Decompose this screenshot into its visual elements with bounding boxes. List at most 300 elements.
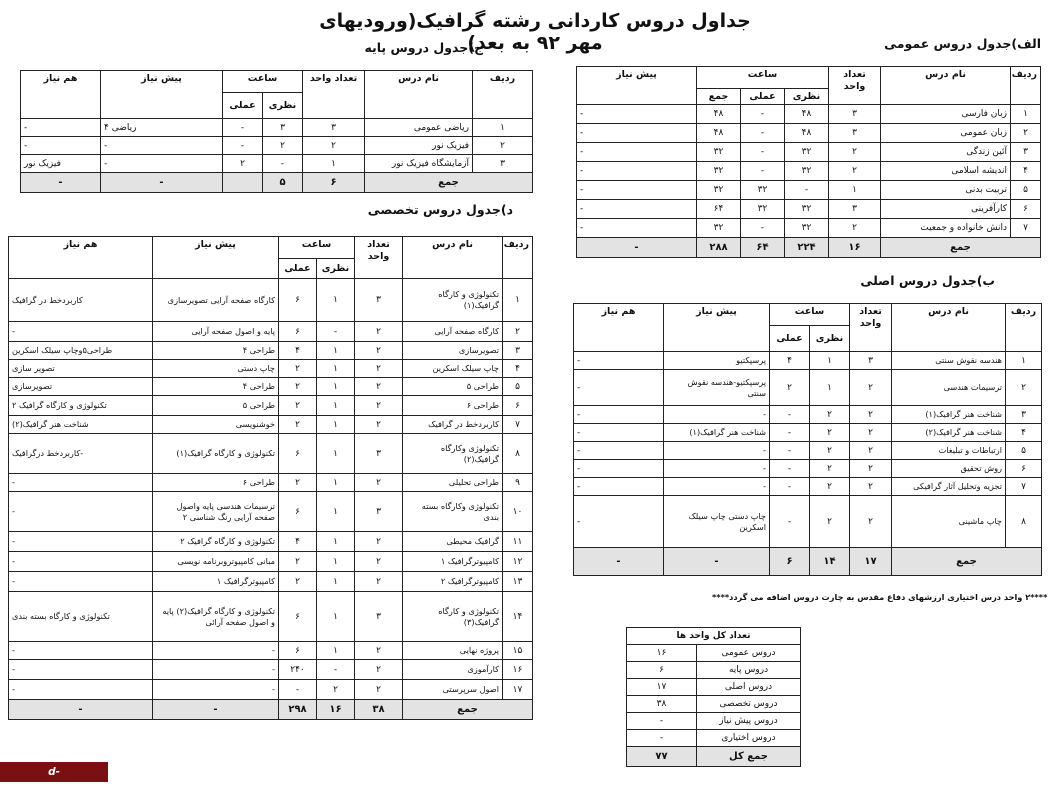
table-cell: طراحی۵وچاپ سیلک اسکرین	[9, 342, 153, 360]
table-cell: ۱۷	[627, 679, 697, 696]
table-cell: کارآفرینی	[881, 200, 1011, 219]
table-cell: تکنولوژی و کارگاه گرافیک(۱)	[403, 279, 503, 322]
table-row	[577, 181, 1041, 200]
table-cell: ۸	[1006, 496, 1042, 548]
table-cell: -	[770, 460, 810, 478]
elective-note: ****۲ واحد درس اختیاری ارزشهای دفاع مقدس به چارت دروس اضافه می گردد****	[712, 592, 1048, 602]
table-cell: ۳	[1006, 406, 1042, 424]
table-cell: -	[9, 680, 153, 700]
table-cell: -	[9, 474, 153, 492]
table-cell: تکنولوژی و کارگاه بسته بندی	[9, 592, 153, 642]
table-cell: ۳	[355, 492, 403, 532]
sum-label: جمع	[892, 548, 1042, 576]
table-cell: -	[577, 105, 697, 124]
table-cell: پرسپکتیو	[664, 352, 770, 370]
table-cell: کاربردخط در گرافیک	[403, 416, 503, 434]
table-cell: -	[574, 352, 664, 370]
table-cell: -	[577, 124, 697, 143]
col-units-header: تعداد واحد	[829, 67, 881, 105]
col-theory-header: نظری	[263, 93, 303, 119]
table-cell: هندسه نقوش سنتی	[892, 352, 1006, 370]
table-cell: -	[153, 680, 279, 700]
col-practical-header: عملی	[770, 326, 810, 352]
table-cell: ۶۴	[697, 200, 741, 219]
table-cell: تصویر سازی	[9, 360, 153, 378]
table-cell: ۳۲	[697, 181, 741, 200]
table-row	[9, 378, 533, 396]
table-cell: ۱۶	[627, 645, 697, 662]
sum-coreq: -	[21, 173, 101, 193]
page-title: جداول دروس کاردانی رشته گرافیک(ورودیهای مهر ۹۲ به بعد)	[319, 10, 751, 54]
col-hours-header: ساعت	[279, 237, 355, 259]
table-cell: -	[741, 162, 785, 181]
table-cell: ۴۸	[785, 105, 829, 124]
table-cell: ۲	[850, 460, 892, 478]
col-prereq-header: پیش نیاز	[577, 67, 697, 105]
main-sum-row	[574, 548, 1042, 576]
sum-prereq: -	[101, 173, 223, 193]
col-practical-header: عملی	[223, 93, 263, 119]
table-cell: -	[741, 124, 785, 143]
table-cell: -	[577, 162, 697, 181]
col-coreq-header: هم نیاز	[574, 304, 664, 352]
table-cell: -	[223, 137, 263, 155]
table-row	[21, 119, 533, 137]
table-cell: ۳	[829, 105, 881, 124]
table-cell: ۲	[279, 378, 317, 396]
table-cell: تکنولوژی و کارگاه گرافیک(۲) پایه و اصول صفحه آرائی	[153, 592, 279, 642]
table-cell: -	[627, 713, 697, 730]
table-cell: ۶	[503, 396, 533, 416]
table-cell: ۱۴	[503, 592, 533, 642]
total-units-table	[626, 627, 801, 767]
table-cell: -	[279, 680, 317, 700]
table-cell: ۱	[810, 370, 850, 406]
table-row	[9, 434, 533, 474]
table-row	[9, 322, 533, 342]
table-cell: ۴	[279, 532, 317, 552]
table-cell: -	[153, 660, 279, 680]
table-cell: ۱	[317, 642, 355, 660]
table-cell: -	[741, 143, 785, 162]
table-cell: تجزیه وتحلیل آثار گرافیکی	[892, 478, 1006, 496]
col-name-header: نام درس	[881, 67, 1011, 105]
table-row	[627, 730, 801, 747]
table-cell: ۲	[355, 396, 403, 416]
table-cell: ۶	[279, 492, 317, 532]
table-cell: -	[574, 442, 664, 460]
table-cell: اصول سرپرستی	[403, 680, 503, 700]
table-cell: آزمایشگاه فیزیک نور	[365, 155, 473, 173]
table-cell: ۲	[355, 642, 403, 660]
table-cell: -	[785, 181, 829, 200]
table-cell: ۶	[279, 279, 317, 322]
table-cell: ۲	[355, 680, 403, 700]
col-hours-header: ساعت	[223, 71, 303, 93]
col-row-header: ردیف	[1011, 67, 1041, 105]
sum-coreq: -	[574, 548, 664, 576]
table-cell: کارگاه صفحه آرایی	[403, 322, 503, 342]
table-cell: چاپ سیلک اسکرین	[403, 360, 503, 378]
table-cell: ۴	[503, 360, 533, 378]
table-cell: ۸	[503, 434, 533, 474]
table-cell: ۶	[279, 642, 317, 660]
table-row	[627, 645, 801, 662]
table-cell: ۲	[850, 478, 892, 496]
table-cell: کامپیوترگرافیک ۱	[403, 552, 503, 572]
table-cell: ۲	[850, 442, 892, 460]
table-cell: ۱۰	[503, 492, 533, 532]
table-cell: ۱	[317, 552, 355, 572]
sum-practical: ۶۴	[741, 238, 785, 258]
table-cell: -	[317, 322, 355, 342]
table-cell: ۲	[263, 137, 303, 155]
table-cell: -	[153, 642, 279, 660]
table-cell: ۲	[850, 424, 892, 442]
sum-theory: ۵	[263, 173, 303, 193]
col-hours-header: ساعت	[697, 67, 829, 89]
col-practical-header: عملی	[279, 259, 317, 279]
table-cell: تکنولوژی و کارگاه گرافیک(۳)	[403, 592, 503, 642]
sum-practical: ۶	[770, 548, 810, 576]
table-cell: پایه و اصول صفحه آرایی	[153, 322, 279, 342]
table-cell: طراحی ۵	[403, 378, 503, 396]
table-cell: ۱۱	[503, 532, 533, 552]
table-cell: دروس تخصصی	[697, 696, 801, 713]
col-theory-header: نظری	[317, 259, 355, 279]
sum-prereq: -	[664, 548, 770, 576]
basic-courses-table	[20, 70, 533, 193]
col-name-header: نام درس	[365, 71, 473, 119]
table-cell: ۱۷	[503, 680, 533, 700]
table-cell: ۴	[279, 342, 317, 360]
table-cell: ۲	[355, 378, 403, 396]
table-cell: چاپ دستی	[153, 360, 279, 378]
sum-units: ۱۶	[829, 238, 881, 258]
basic-courses-title: ج)جدول دروس پایه	[364, 40, 483, 55]
table-cell: ۲	[355, 474, 403, 492]
sum-label: جمع	[403, 700, 533, 720]
col-units-header: تعداد واحد	[303, 71, 365, 119]
basic-sum-row	[21, 173, 533, 193]
table-row	[9, 572, 533, 592]
sum-total: ۲۸۸	[697, 238, 741, 258]
col-total-header: جمع	[697, 89, 741, 105]
table-cell: ۱۵	[503, 642, 533, 660]
table-cell: ۱	[473, 119, 533, 137]
table-cell: ۴۸	[697, 124, 741, 143]
table-cell: ۳	[503, 342, 533, 360]
col-units-header: تعداد واحد	[355, 237, 403, 279]
table-cell: -	[574, 370, 664, 406]
col-hours-header: ساعت	[770, 304, 850, 326]
table-cell: ۱۶	[503, 660, 533, 680]
table-row	[577, 124, 1041, 143]
table-cell: ۳۲	[785, 219, 829, 238]
table-cell: چاپ دستی چاپ سیلک اسکرین	[664, 496, 770, 548]
table-cell: کارآموزی	[403, 660, 503, 680]
sum-theory: ۱۴	[810, 548, 850, 576]
table-cell: ۴۸	[785, 124, 829, 143]
sum-theory: ۱۶	[317, 700, 355, 720]
main-courses-table	[573, 303, 1042, 576]
table-cell: ۱	[1011, 105, 1041, 124]
table-cell: -	[664, 460, 770, 478]
table-cell: ۴	[1011, 162, 1041, 181]
table-cell: ۳۸	[627, 696, 697, 713]
table-cell: -	[770, 424, 810, 442]
table-cell: دروس پیش نیاز	[697, 713, 801, 730]
table-cell: ریاضی عمومی	[365, 119, 473, 137]
table-cell: ترسیمات هندسی	[892, 370, 1006, 406]
table-cell: -	[9, 572, 153, 592]
table-row	[9, 642, 533, 660]
general-courses-table	[576, 66, 1041, 258]
table-cell: ۳۲	[697, 162, 741, 181]
table-cell: ۲	[810, 424, 850, 442]
table-cell: طراحی ۴	[153, 342, 279, 360]
table-cell: تصویرسازی	[403, 342, 503, 360]
table-cell: تربیت بدنی	[881, 181, 1011, 200]
col-theory-header: نظری	[785, 89, 829, 105]
table-cell: ۱	[810, 352, 850, 370]
table-cell: گرافیک محیطی	[403, 532, 503, 552]
table-cell: ۷	[503, 416, 533, 434]
table-cell: ۳	[473, 155, 533, 173]
table-row	[627, 696, 801, 713]
table-cell: ۲	[355, 342, 403, 360]
table-cell: ۴	[770, 352, 810, 370]
table-cell: پروژه نهایی	[403, 642, 503, 660]
table-cell: ۷	[1011, 219, 1041, 238]
table-cell: -	[770, 442, 810, 460]
table-cell: ۶	[1006, 460, 1042, 478]
table-cell: -	[223, 119, 263, 137]
table-cell: فیزیک نور	[21, 155, 101, 173]
table-cell: -	[101, 155, 223, 173]
table-cell: ۱	[317, 572, 355, 592]
table-cell: کاربردخط در گرافیک	[9, 279, 153, 322]
table-cell: ۲	[317, 680, 355, 700]
table-cell: ۲	[1011, 124, 1041, 143]
table-cell: ۱	[503, 279, 533, 322]
table-cell: پرسپکتیو-هندسه نقوش سنتی	[664, 370, 770, 406]
table-cell: ۳	[263, 119, 303, 137]
table-cell: ۲	[829, 162, 881, 181]
table-cell: ۱	[317, 492, 355, 532]
table-cell: ۲۴۰	[279, 660, 317, 680]
table-cell: ۳۲	[785, 143, 829, 162]
table-cell: طراحی ۶	[403, 396, 503, 416]
table-cell: ۲	[303, 137, 365, 155]
table-cell: ۲	[279, 396, 317, 416]
table-cell: -	[577, 143, 697, 162]
table-row	[9, 342, 533, 360]
sum-coreq: -	[9, 700, 153, 720]
table-cell: -	[317, 660, 355, 680]
table-cell: ۶	[627, 662, 697, 679]
table-cell: -	[9, 642, 153, 660]
col-prereq-header: پیش نیاز	[101, 71, 223, 119]
table-cell: ۱۲	[503, 552, 533, 572]
table-cell: ۲	[810, 406, 850, 424]
table-cell: ۲	[279, 552, 317, 572]
table-cell: ۲	[279, 572, 317, 592]
table-cell: -	[574, 496, 664, 548]
table-cell: -کاربردخط درگرافیک	[9, 434, 153, 474]
table-row	[574, 352, 1042, 370]
table-row	[9, 592, 533, 642]
table-cell: کامپیوترگرافیک ۱	[153, 572, 279, 592]
table-cell: آئین زندگی	[881, 143, 1011, 162]
table-cell: ۲	[355, 416, 403, 434]
table-cell: روش تحقیق	[892, 460, 1006, 478]
table-row	[577, 219, 1041, 238]
table-cell: تکنولوژی وکارگاه بسته بندی	[403, 492, 503, 532]
table-cell: ۳۲	[741, 181, 785, 200]
col-row-header: ردیف	[1006, 304, 1042, 352]
col-practical-header: عملی	[741, 89, 785, 105]
table-cell: ۳	[355, 592, 403, 642]
table-row	[627, 713, 801, 730]
sum-units: ۶	[303, 173, 365, 193]
table-cell: ۲	[223, 155, 263, 173]
col-prereq-header: پیش نیاز	[153, 237, 279, 279]
table-row	[574, 442, 1042, 460]
table-cell: ۵	[1011, 181, 1041, 200]
totals-sum-row	[627, 747, 801, 767]
table-cell: ۲	[503, 322, 533, 342]
col-name-header: نام درس	[892, 304, 1006, 352]
col-prereq-header: پیش نیاز	[664, 304, 770, 352]
table-cell: -	[9, 492, 153, 532]
table-cell: ۲	[850, 406, 892, 424]
table-cell: زبان عمومی	[881, 124, 1011, 143]
table-row	[627, 679, 801, 696]
table-cell: -	[21, 137, 101, 155]
sum-theory: ۲۲۴	[785, 238, 829, 258]
table-cell: ۳	[850, 352, 892, 370]
table-cell: ۲	[850, 496, 892, 548]
table-cell: دانش خانواده و جمعیت	[881, 219, 1011, 238]
table-cell: ۲	[355, 360, 403, 378]
col-coreq-header: هم نیاز	[9, 237, 153, 279]
table-cell: ۳	[355, 434, 403, 474]
table-row	[9, 474, 533, 492]
table-row	[574, 424, 1042, 442]
table-row	[9, 416, 533, 434]
table-cell: ۳	[829, 124, 881, 143]
table-row	[9, 680, 533, 700]
table-cell: ۱	[829, 181, 881, 200]
table-cell: ۷	[1006, 478, 1042, 496]
table-cell: ۲	[810, 478, 850, 496]
general-courses-title: الف)جدول دروس عمومی	[884, 36, 1041, 51]
table-cell: ۱۳	[503, 572, 533, 592]
table-cell: ۲	[810, 460, 850, 478]
table-cell: شناخت هنر گرافیک(۲)	[9, 416, 153, 434]
table-cell: ۳	[355, 279, 403, 322]
table-cell: -	[9, 322, 153, 342]
sum-practical	[223, 173, 263, 193]
table-cell: ۲	[1006, 370, 1042, 406]
table-cell: ۲	[850, 370, 892, 406]
col-row-header: ردیف	[473, 71, 533, 119]
table-cell: -	[574, 424, 664, 442]
table-cell: طراحی ۶	[153, 474, 279, 492]
grand-total-label: جمع کل	[697, 747, 801, 767]
table-cell: ۱	[317, 532, 355, 552]
table-cell: -	[263, 155, 303, 173]
table-cell: ۱	[317, 279, 355, 322]
table-cell: ۲	[279, 360, 317, 378]
sum-prereq: -	[153, 700, 279, 720]
table-cell: -	[770, 496, 810, 548]
table-cell: تکنولوژی و کارگاه گرافیک ۲	[153, 532, 279, 552]
table-cell: ۶	[1011, 200, 1041, 219]
table-cell: تصویرسازی	[9, 378, 153, 396]
table-cell: ۲	[829, 219, 881, 238]
table-cell: ۵	[1006, 442, 1042, 460]
table-cell: -	[101, 137, 223, 155]
table-cell: ۲	[355, 572, 403, 592]
table-cell: -	[577, 181, 697, 200]
specialized-sum-row	[9, 700, 533, 720]
table-cell: ۱	[317, 378, 355, 396]
table-cell: -	[664, 406, 770, 424]
table-row	[574, 460, 1042, 478]
table-row	[574, 496, 1042, 548]
table-cell: تکنولوژی و کارگاه گرافیک ۲	[9, 396, 153, 416]
sum-label: جمع	[881, 238, 1041, 258]
table-cell: طراحی ۴	[153, 378, 279, 396]
table-cell: ۱	[317, 360, 355, 378]
table-row	[9, 532, 533, 552]
table-row	[577, 105, 1041, 124]
table-row	[574, 370, 1042, 406]
table-cell: ۳۲	[697, 219, 741, 238]
table-cell: زبان فارسی	[881, 105, 1011, 124]
table-cell: دروس پایه	[697, 662, 801, 679]
col-name-header: نام درس	[403, 237, 503, 279]
table-cell: طراحی تحلیلی	[403, 474, 503, 492]
table-cell: چاپ ماشینی	[892, 496, 1006, 548]
table-cell: ۲	[355, 532, 403, 552]
table-row	[9, 279, 533, 322]
table-cell: ۳۲	[785, 200, 829, 219]
table-cell: ۶	[279, 592, 317, 642]
general-sum-row	[577, 238, 1041, 258]
table-cell: ۳	[829, 200, 881, 219]
table-cell: ۹	[503, 474, 533, 492]
table-cell: -	[577, 200, 697, 219]
table-cell: -	[664, 478, 770, 496]
table-cell: ۶	[279, 434, 317, 474]
table-cell: ۱	[317, 342, 355, 360]
table-cell: -	[21, 119, 101, 137]
table-cell: تکنولوژی و کارگاه گرافیک(۱)	[153, 434, 279, 474]
table-cell: -	[770, 478, 810, 496]
table-cell: مبانی کامپیوتروبرنامه نویسی	[153, 552, 279, 572]
table-cell: ۲	[355, 552, 403, 572]
table-cell: -	[627, 730, 697, 747]
table-cell: ۱	[303, 155, 365, 173]
table-cell: ۲	[473, 137, 533, 155]
table-row	[577, 200, 1041, 219]
table-cell: ۱	[1006, 352, 1042, 370]
sum-practical: ۲۹۸	[279, 700, 317, 720]
table-cell: -	[770, 406, 810, 424]
